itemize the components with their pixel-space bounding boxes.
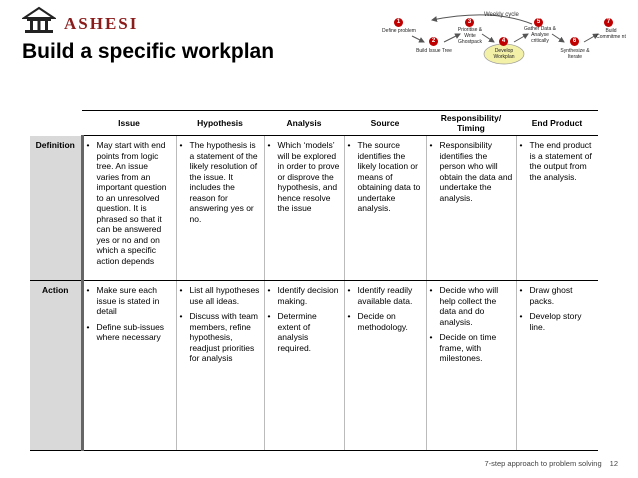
step-label: Build Commitme nt	[596, 28, 626, 40]
table-cell	[426, 136, 516, 281]
column-header-responsibility: Responsibility/ Timing	[426, 111, 516, 136]
column-header-source: Source	[344, 111, 426, 136]
cycle-label: Weekly cycle	[484, 12, 519, 18]
step-label: Gather Data & Analyse critically	[524, 26, 556, 44]
table-cell	[426, 281, 516, 451]
bullet-item: • Identify decision making.	[278, 285, 341, 306]
bullet-item: • Determine extent of analysis required.	[278, 311, 341, 353]
table-cell	[176, 136, 264, 281]
logo-text: ASHESI	[64, 14, 139, 33]
step-label: Synthesize & Iterate	[560, 48, 590, 60]
bullet-item: • Which ‘models’ will be explored in order to prove or disprove the hypothesis, and hence resolve the issue	[278, 140, 341, 214]
table-cell	[264, 136, 344, 281]
row-header-definition: Definition	[30, 136, 82, 281]
bullet-item: • The hypothesis is a statement of the likely resolution of the issue. It includes the reason for answering yes or no.	[190, 140, 261, 224]
column-header-analysis: Analysis	[264, 111, 344, 136]
bullet-item: • Develop story line.	[530, 311, 596, 332]
table-cell	[82, 136, 176, 281]
table-cell	[264, 281, 344, 451]
column-header-hypothesis: Hypothesis	[176, 111, 264, 136]
step-label: Prioritise & Write Ghostpack	[457, 27, 483, 45]
workplan-table	[30, 110, 598, 451]
page-number: 12	[609, 459, 618, 468]
column-header-issue: Issue	[82, 111, 176, 136]
bullet-item: • Identify readily available data.	[358, 285, 423, 306]
table-row-action	[30, 281, 598, 451]
table-cell	[516, 281, 598, 451]
bullet-item: • Make sure each issue is stated in detail	[97, 285, 173, 317]
bullet-item: • List all hypotheses use all ideas.	[190, 285, 261, 306]
table-row-definition	[30, 136, 598, 281]
table-cell	[176, 281, 264, 451]
column-header-end-product: End Product	[516, 111, 598, 136]
step-number: 6	[570, 37, 579, 46]
bullet-item: • May start with end points from logic tree. An issue varies from an important question to an unresolved question. It is phrased so that it can be answered yes or no and on which a specific action depends	[97, 140, 173, 266]
step-number: 1	[394, 18, 403, 27]
bullet-item: • The source identifies the likely location or means of obtaining data to undertake analysis.	[358, 140, 423, 214]
bullet-item: • Draw ghost packs.	[530, 285, 596, 306]
bullet-item: • Responsibility identifies the person who will obtain the data and undertake the analysis.	[440, 140, 513, 203]
step-number: 4	[499, 37, 508, 46]
table-cell	[344, 281, 426, 451]
header-blank	[30, 111, 82, 136]
step-number: 2	[429, 37, 438, 46]
temple-icon	[22, 6, 56, 34]
slide-footer	[0, 459, 618, 468]
bullet-item: • Decide on methodology.	[358, 311, 423, 332]
table-cell	[516, 136, 598, 281]
step-number: 7	[604, 18, 613, 27]
bullet-item: • The end product is a statement of the output from the analysis.	[530, 140, 596, 182]
step-label: Develop Workplan	[493, 48, 515, 60]
process-diagram	[372, 6, 634, 70]
footer-text: 7-step approach to problem solving	[484, 459, 602, 468]
row-header-action: Action	[30, 281, 82, 451]
ashesi-logo	[22, 6, 172, 36]
page-title: Build a specific workplan	[22, 40, 275, 63]
bullet-item: • Decide on time frame, with milestones.	[440, 332, 513, 364]
bullet-item: • Discuss with team members, refine hypothesis, readjust priorities for analysis	[190, 311, 261, 364]
table-cell	[344, 136, 426, 281]
step-number: 3	[465, 18, 474, 27]
bullet-item: • Define sub-issues where necessary	[97, 322, 173, 343]
step-number: 5	[534, 18, 543, 27]
step-label: Build Issue Tree	[416, 48, 452, 54]
step-label: Define problem	[382, 28, 416, 34]
table-cell	[82, 281, 176, 451]
bullet-item: • Decide who will help collect the data and do analysis.	[440, 285, 513, 327]
